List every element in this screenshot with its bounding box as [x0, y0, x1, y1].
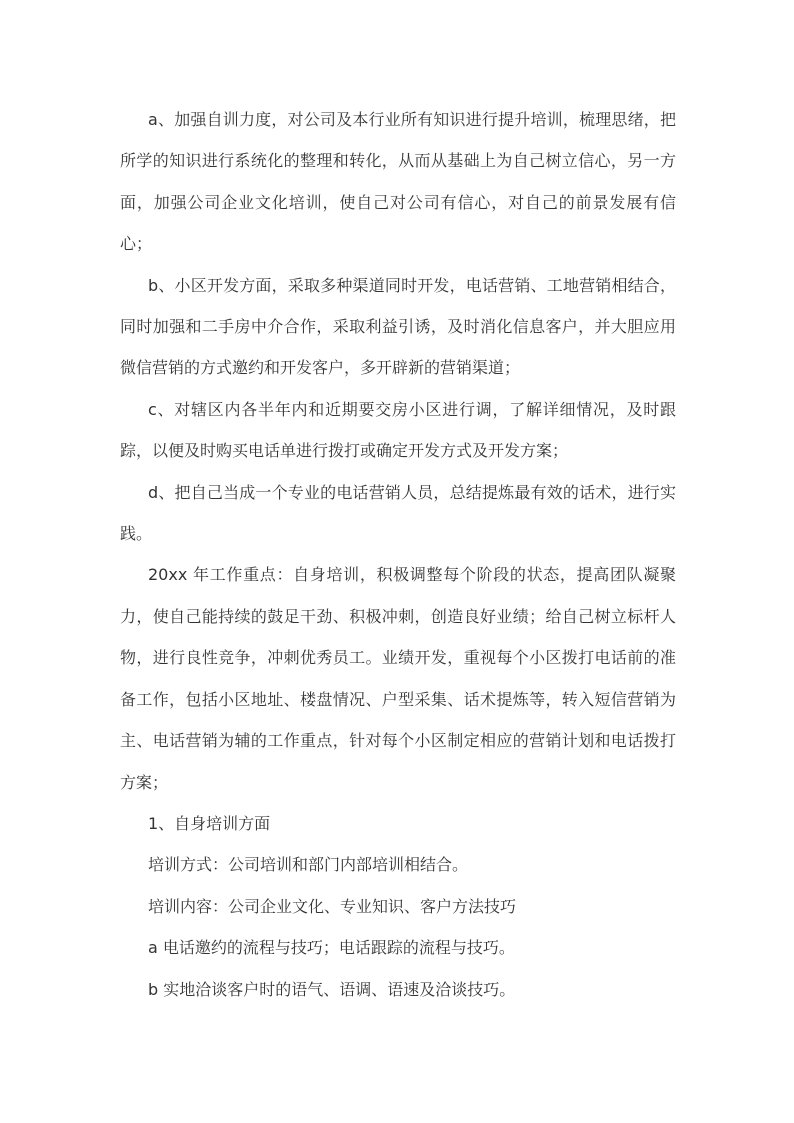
line-item-b: b 实地洽谈客户时的语气、语调、语速及洽谈技巧。 — [148, 979, 516, 999]
paragraph-self-training: a、加强自训力度，对公司及本行业所有知识进行提升培训，梳理思绪，把所学的知识进行系统化的整理和转化，从而从基础上为自己树立信心，另一方面，加强公司企业文化培训，使自己对公司有信心，对自己的前景发展有信心； — [120, 110, 676, 254]
paragraph-professional-telemarketer: d、把自己当成一个专业的电话营销人员，总结提炼最有效的话术，进行实践。 — [120, 482, 676, 544]
paragraph-work-focus: 20xx 年工作重点：自身培训，积极调整每个阶段的状态，提高团队凝聚力，使自己能持续的鼓足干劲、积极冲刺，创造良好业绩；给自己树立标杆人物，进行良性竞争，冲刺优秀员工。业绩开发，重视每个小区拨打电话前的准备工作，包括小区地址、楼盘情况、户型采集、话术提炼等，转入短信营销为主、电话营销为辅的工作重点，针对每个小区制定相应的营销计划和电话拨打方案； — [120, 565, 676, 792]
paragraph-district-survey: c、对辖区内各半年内和近期要交房小区进行调，了解详细情况，及时跟踪，以便及时购买电话单进行拨打或确定开发方式及开发方案； — [120, 399, 676, 461]
line-training-method: 培训方式：公司培训和部门内部培训相结合。 — [148, 855, 469, 875]
paragraph-community-development: b、小区开发方面，采取多种渠道同时开发，电话营销、工地营销相结合，同时加强和二手房中介合作，采取利益引诱，及时消化信息客户，并大胆应用微信营销的方式邀约和开发客户，多开辟新的营销渠道； — [120, 275, 676, 378]
line-item-a: a 电话邀约的流程与技巧；电话跟踪的流程与技巧。 — [148, 938, 515, 958]
line-training-content: 培训内容：公司企业文化、专业知识、客户方法技巧 — [148, 896, 517, 916]
document-page — [120, 99, 676, 1010]
heading-self-training-section: 1、自身培训方面 — [148, 813, 271, 833]
